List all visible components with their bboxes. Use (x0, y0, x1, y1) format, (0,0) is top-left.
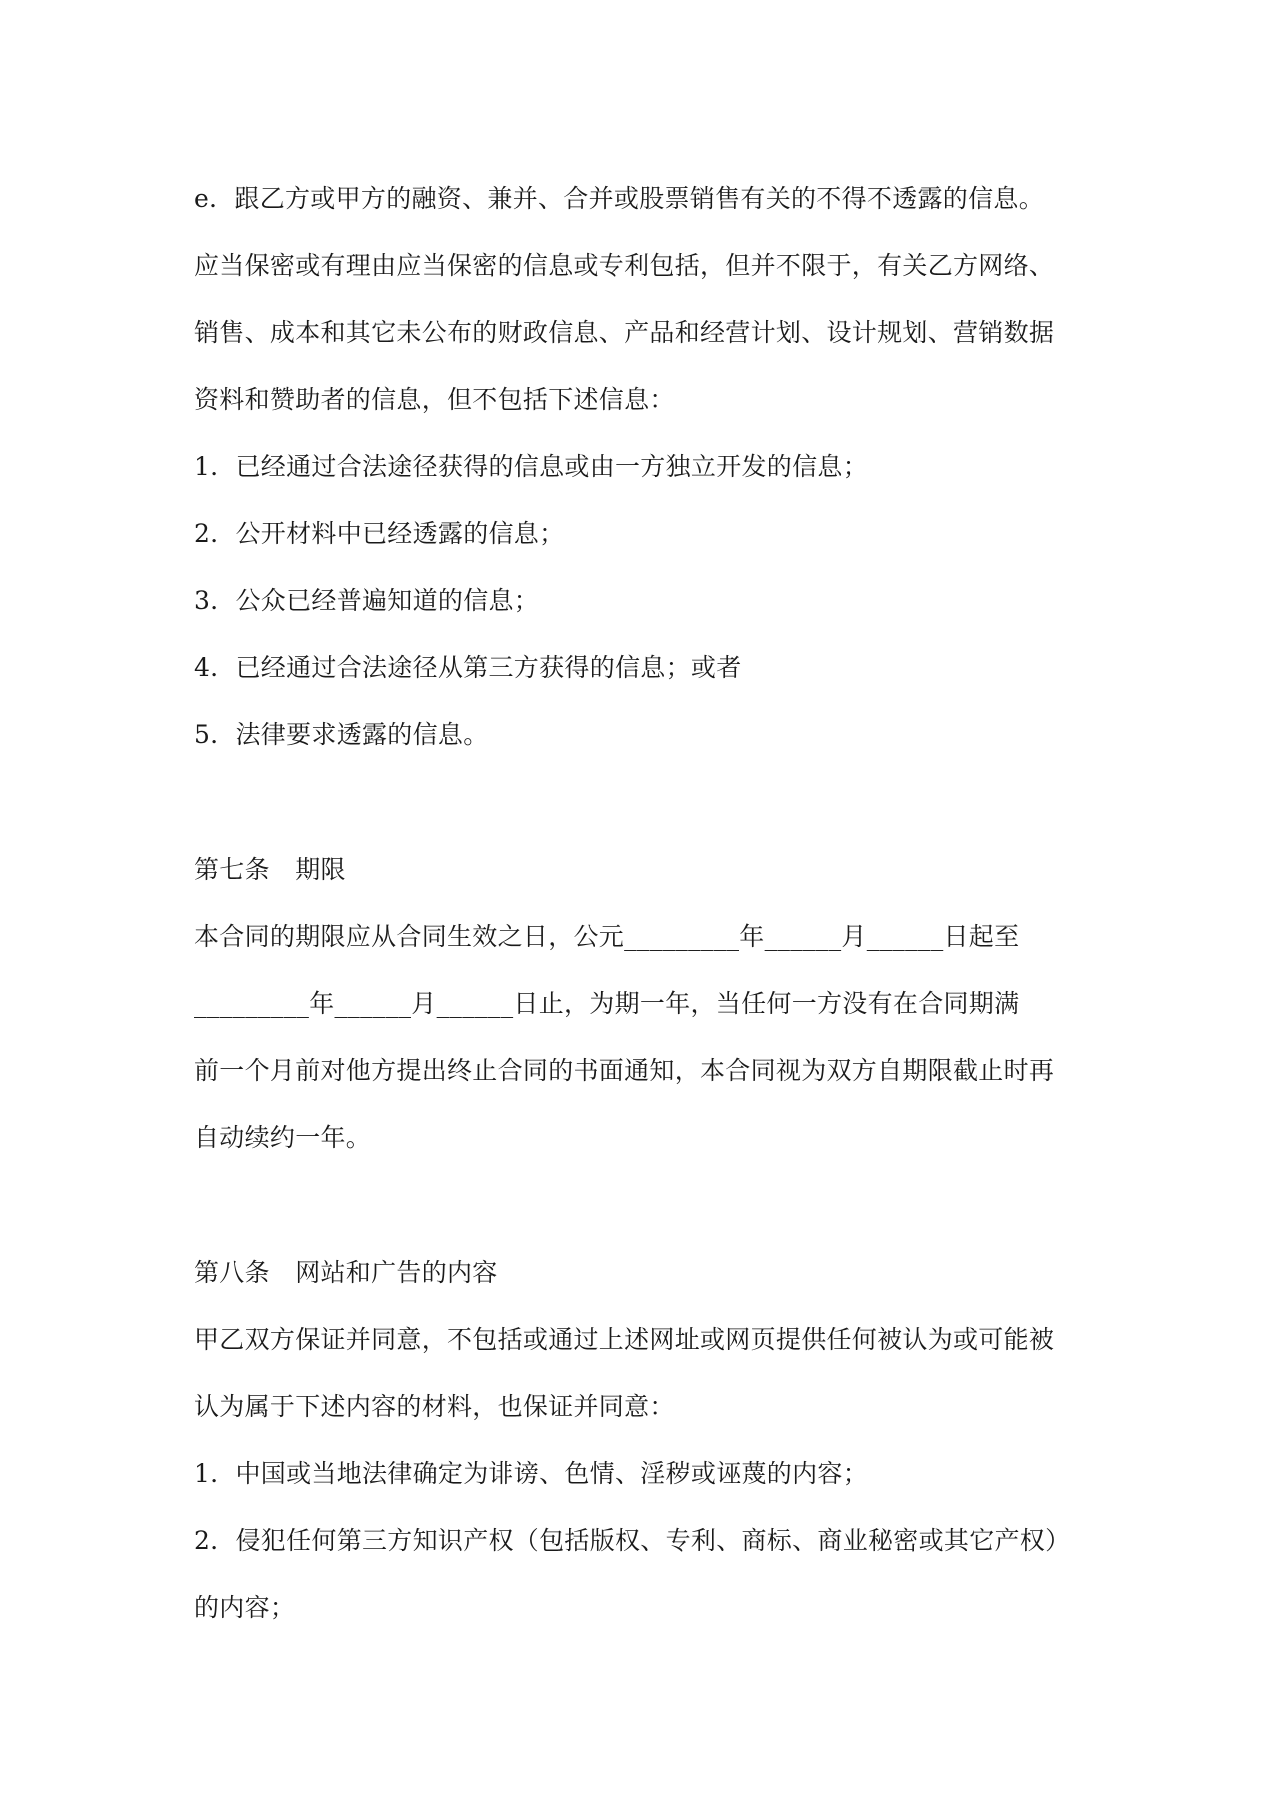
article-7-heading: 第七条 期限 (194, 855, 346, 884)
exclusion-item-1: 1．已经通过合法途径获得的信息或由一方独立开发的信息； (194, 452, 869, 481)
content-restriction-item-2: 2．侵犯任何第三方知识产权（包括版权、专利、商标、商业秘密或其它产权） (194, 1526, 1071, 1555)
clause-e-text: e．跟乙方或甲方的融资、兼并、合并或股票销售有关的不得不透露的信息。 (194, 184, 1044, 213)
confidential-info-paragraph-line: 销售、成本和其它未公布的财政信息、产品和经营计划、设计规划、营销数据 (194, 318, 1055, 347)
article-8-line: 认为属于下述内容的材料，也保证并同意： (194, 1392, 675, 1421)
article-7-line: 本合同的期限应从合同生效之日，公元_________年______月______日起至 (194, 922, 1020, 951)
section-spacer (194, 1171, 1094, 1239)
exclusion-item-5: 5．法律要求透露的信息。 (194, 720, 489, 749)
article-8-line: 甲乙双方保证并同意，不包括或通过上述网址或网页提供任何被认为或可能被 (194, 1325, 1055, 1354)
exclusion-item-2: 2．公开材料中已经透露的信息； (194, 519, 565, 548)
content-restriction-item-1: 1．中国或当地法律确定为诽谤、色情、淫秽或诬蔑的内容； (194, 1459, 869, 1488)
exclusion-item-3: 3．公众已经普遍知道的信息； (194, 586, 540, 615)
confidential-info-paragraph-line: 应当保密或有理由应当保密的信息或专利包括，但并不限于，有关乙方网络、 (194, 251, 1055, 280)
section-spacer (194, 768, 1094, 836)
article-8-heading: 第八条 网站和广告的内容 (194, 1258, 498, 1287)
content-restriction-item-2-continued: 的内容； (194, 1593, 296, 1622)
exclusion-item-4: 4．已经通过合法途径从第三方获得的信息；或者 (194, 653, 742, 682)
article-7-line: 前一个月前对他方提出终止合同的书面通知，本合同视为双方自期限截止时再 (194, 1056, 1055, 1085)
article-7-line: _________年______月______日止，为期一年，当任何一方没有在合同期满 (194, 989, 1020, 1018)
article-7-line: 自动续约一年。 (194, 1123, 372, 1152)
document-body (194, 165, 1094, 1641)
confidential-info-paragraph-line: 资料和赞助者的信息，但不包括下述信息： (194, 385, 675, 414)
